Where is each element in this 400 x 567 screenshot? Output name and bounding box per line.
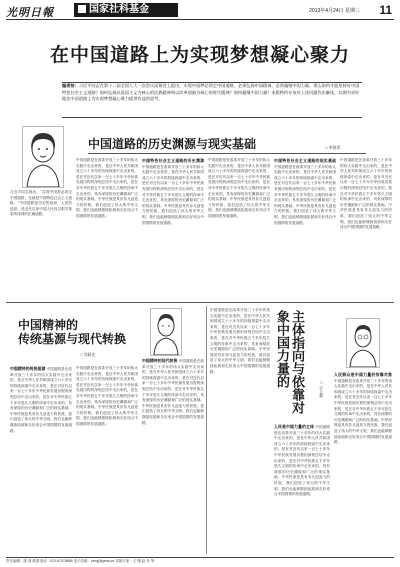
article1-text: 中国道路是在改革开放三十多年的伟大实践中走出来的，是在中华人民共和国成立六十多年的持续探索中走出来的，是在对近代以来一百七十多年中华民族发展历程的深刻总结中走出来的，是在对中华民族五千多年悠久文明的传承中走出来的，具有深厚的历史渊源和广泛的现实基础。中华民族是具有非凡创造力的民族，我们创造了伟大的中华文明，我们也能够继续拓展和走好适合中国国情的发展道路。	[142, 164, 204, 225]
article3-column	[274, 424, 330, 554]
newspaper-logo: 光明日報	[6, 6, 54, 19]
article2-title-line2: 传统基源与现代转换	[18, 332, 127, 346]
article2-title-line1: 中国精神的	[18, 318, 79, 332]
article2-text: 中国道路是在改革开放三十多年的伟大实践中走出来的，是在中华人民共和国成立六十多年的持续探索中走出来的，是在对近代以来一百七十多年中华民族发展历程的深刻总结中走出来的，是在对中华民族五千多年悠久文明的传承中走出来的，具有深厚的历史渊源和广泛的现实基础。中华民族是具有非凡创造力的民族，我们创造了伟大的中华文明，我们也能够继续拓展和走好适合中国国情的发展道路。	[10, 367, 72, 433]
issue-date: 2013年4月24日 星期三	[309, 8, 360, 14]
article1-column	[142, 158, 204, 298]
editor-note-text: 习近平同志在第十二届全国人大一次会议闭幕会上提出，实现中国梦必须走中国道路，必须弘扬中国精神，必须凝聚中国力量。那么如何才能坚持好中国特色社会主义道路？如何弘扬以爱国主义为核心的民族精神和以改革创新为核心的时代精神？如何凝聚中国力量？本版特约专家对上述问题作出解读，以期为更好地在中国道路上为实现梦想凝心聚力提供有益的思考。	[62, 83, 360, 101]
section-divider	[6, 302, 394, 303]
page-headline: 在中国道路上为实现梦想凝心聚力	[49, 44, 350, 66]
editor-note-label: 编者按：	[62, 83, 79, 88]
article3-title-col1: 中国力量的	[274, 323, 289, 388]
portrait-drawing	[151, 309, 181, 355]
article3-title-col2: 主体指向与依靠对象	[274, 310, 304, 414]
top-rule	[6, 19, 394, 20]
article3-text: 中国道路是在改革开放三十多年的伟大实践中走出来的，是在中华人民共和国成立六十多年的持续探索中走出来的，是在对近代以来一百七十多年中华民族发展历程的深刻总结中走出来的，是在对中华民族五千多年悠久文明的传承中走出来的，具有深厚的历史渊源和广泛的现实基础。中华民族是具有非凡创造力的民族，我们创造了伟大的中华文明，我们也能够继续拓展和走好适合中国国情的发展道路。	[274, 425, 330, 497]
editor-note	[62, 82, 362, 118]
square-icon	[78, 5, 86, 13]
article2-subhead: 中国精神的传统基源	[10, 366, 46, 371]
article3-subhead: 人民是中国力量的主体	[274, 424, 315, 429]
article1-column	[274, 158, 336, 298]
article2-column	[142, 358, 204, 554]
article2-column	[10, 366, 72, 554]
article2-author: □ 刘晨光	[80, 352, 96, 357]
article1-subhead: 中国特色社会主义道路的现实基础	[274, 158, 336, 163]
article3-title	[274, 310, 304, 420]
article3-column	[334, 372, 392, 554]
article1-subhead: 中国特色社会主义道路的历史渊源	[142, 158, 204, 163]
article1-column: 中国道路是在改革开放三十多年的伟大实践中走出来的，是在中华人民共和国成立六十多年的持续探索中走出来的，是在对近代以来一百七十多年中华民族发展历程的深刻总结中走出来的，是在对中华民族五千多年悠久文明的传承中走出来的，具有深厚的历史渊源和广泛的现实基础。中华民族是具有非凡创造力的民族，我们创造了伟大的中华文明，我们也能够继续拓展和走好适合中国国情的发展道路。	[76, 158, 138, 218]
column-divider	[206, 306, 207, 554]
article3-column: 中国道路是在改革开放三十多年的伟大实践中走出来的，是在中华人民共和国成立六十多年的持续探索中走出来的，是在对近代以来一百七十多年中华民族发展历程的深刻总结中走出来的，是在对中华民族五千多年悠久文明的传承中走出来的，具有深厚的历史渊源和广泛的现实基础。中华民族是具有非凡创造力的民族，我们创造了伟大的中华文明，我们也能够继续拓展和走好适合中国国情的发展道路。	[210, 308, 270, 374]
section-label: 国家社科基金	[89, 4, 149, 15]
author-portrait-man	[150, 308, 182, 356]
page-footer: 责任编辑：陈 莉 联系电话：010-67078666 电子信箱：kxmjj@gmw.cn 本版专家：王 刚 赵 东 等	[6, 557, 394, 564]
portrait-drawing	[347, 319, 379, 367]
article1-title: 中国道路的历史渊源与现实基础	[88, 137, 257, 151]
author-portrait-woman	[22, 126, 64, 188]
article1-column: 中国道路是在改革开放三十多年的伟大实践中走出来的，是在中华人民共和国成立六十多年的持续探索中走出来的，是在对近代以来一百七十多年中华民族发展历程的深刻总结中走出来的，是在对中华民族五千多年悠久文明的传承中走出来的，具有深厚的历史渊源和广泛的现实基础。中华民族是具有非凡创造力的民族，我们创造了伟大的中华文明，我们也能够继续拓展和走好适合中国国情的发展道路。	[208, 158, 270, 218]
article3-author: □ 宇文利	[319, 380, 324, 399]
article1-rule	[88, 153, 366, 154]
article2-title	[18, 318, 126, 346]
section-tag	[74, 3, 178, 17]
article2-column: 中国道路是在改革开放三十多年的伟大实践中走出来的，是在中华人民共和国成立六十多年的持续探索中走出来的，是在对近代以来一百七十多年中华民族发展历程的深刻总结中走出来的，是在对中华民族五千多年悠久文明的传承中走出来的，具有深厚的历史渊源和广泛的现实基础。中华民族是具有非凡创造力的民族，我们创造了伟大的中华文明，我们也能够继续拓展和走好适合中国国情的发展道路。	[76, 366, 138, 426]
page-number: 11	[379, 3, 392, 17]
article1-text: 中国道路是在改革开放三十多年的伟大实践中走出来的，是在中华人民共和国成立六十多年的持续探索中走出来的，是在对近代以来一百七十多年中华民族发展历程的深刻总结中走出来的，是在对中华民族五千多年悠久文明的传承中走出来的，具有深厚的历史渊源和广泛的现实基础。中华民族是具有非凡创造力的民族，我们创造了伟大的中华文明，我们也能够继续拓展和走好适合中国国情的发展道路。	[274, 164, 336, 225]
article2-subhead: 中国精神的现代转换	[142, 358, 178, 363]
article3-subhead: 人民群众是中国力量的依靠对象	[334, 372, 392, 377]
portrait-drawing	[23, 127, 63, 187]
article1-author: □ 李海青	[325, 145, 341, 150]
article1-column: 中国道路是在改革开放三十多年的伟大实践中走出来的，是在中华人民共和国成立六十多年的持续探索中走出来的，是在对近代以来一百七十多年中华民族发展历程的深刻总结中走出来的，是在对中华民族五千多年悠久文明的传承中走出来的，具有深厚的历史渊源和广泛的现实基础。中华民族是具有非凡创造力的民族，我们创造了伟大的中华文明，我们也能够继续拓展和走好适合中国国情的发展道路。	[340, 158, 392, 230]
article2-text: 中国道路是在改革开放三十多年的伟大实践中走出来的，是在中华人民共和国成立六十多年的持续探索中走出来的，是在对近代以来一百七十多年中华民族发展历程的深刻总结中走出来的，是在对中华民族五千多年悠久文明的传承中走出来的，具有深厚的历史渊源和广泛的现实基础。中华民族是具有非凡创造力的民族，我们创造了伟大的中华文明，我们也能够继续拓展和走好适合中国国情的发展道路。	[142, 359, 204, 425]
article3-text: 中国道路是在改革开放三十多年的伟大实践中走出来的，是在中华人民共和国成立六十多年的持续探索中走出来的，是在对近代以来一百七十多年中华民族发展历程的深刻总结中走出来的，是在对中华民族五千多年悠久文明的传承中走出来的，具有深厚的历史渊源和广泛的现实基础。中华民族是具有非凡创造力的民族，我们创造了伟大的中华文明，我们也能够继续拓展和走好适合中国国情的发展道路。	[334, 378, 392, 445]
article1-caption: 习近平同志指出，“实现中国梦必须走中国道路，这就是中国特色社会主义道路。”中国道路是历史的选择、人民的选择，是近代以来中国人民经过艰辛探索所找到的正确道路。	[10, 190, 72, 217]
author-portrait-man-glasses	[346, 318, 380, 368]
